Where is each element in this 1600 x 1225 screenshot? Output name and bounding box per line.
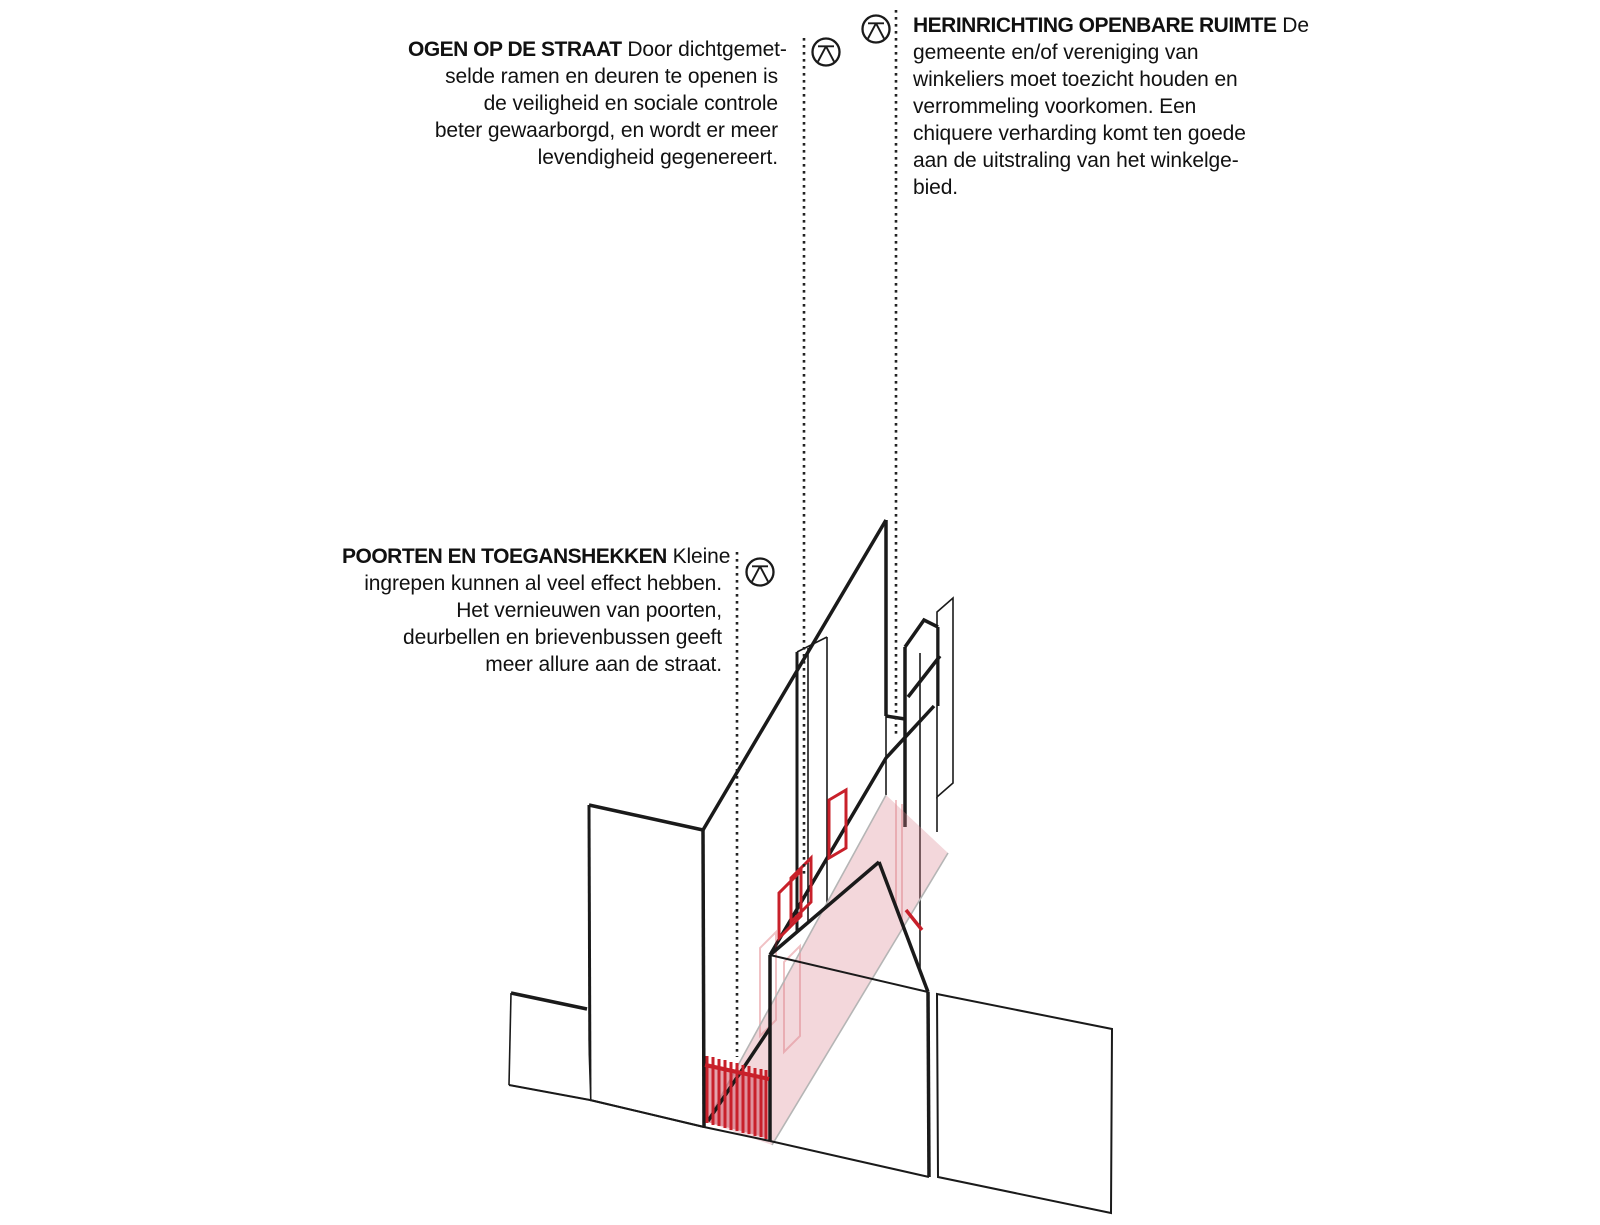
annotation-herinrichting-openbare-ruimte xyxy=(913,12,1309,201)
annotation-line: levendigheid gegenereert. xyxy=(537,146,778,169)
annotation-line: OGEN OP DE STRAAT Door dichtgemet- xyxy=(408,38,787,61)
annotation-line: deurbellen en brievenbussen geeft xyxy=(403,626,722,649)
annotation-line: POORTEN EN TOEGANSHEKKEN Kleine xyxy=(342,545,731,568)
annotation-line: verrommeling voorkomen. Een xyxy=(913,95,1197,118)
marker-icon-ogen xyxy=(813,39,840,66)
annotation-line: ingrepen kunnen al veel effect hebben. xyxy=(364,572,722,595)
annotation-poorten-en-toeganshekken xyxy=(342,543,731,678)
annotation-line: aan de uitstraling van het winkelge- xyxy=(913,149,1239,172)
annotation-line: bied. xyxy=(913,176,959,199)
annotation-line: winkeliers moet toezicht houden en xyxy=(913,68,1238,91)
marker-icon-poorten xyxy=(747,559,774,586)
annotation-line: gemeente en/of vereniging van xyxy=(913,41,1199,64)
marker-icon-herinrichting xyxy=(863,16,890,43)
annotation-line: selde ramen en deuren te openen is xyxy=(445,65,778,88)
annotation-line: de veiligheid en sociale controle xyxy=(483,92,778,115)
annotation-line: beter gewaarborgd, en wordt er meer xyxy=(434,119,778,142)
annotation-line: HERINRICHTING OPENBARE RUIMTE De xyxy=(913,14,1309,37)
annotation-line: Het vernieuwen van poorten, xyxy=(456,599,722,622)
mid-facade-wall xyxy=(589,805,704,1127)
right-ground-plane xyxy=(937,994,1112,1213)
annotation-line: meer allure aan de straat. xyxy=(485,653,722,676)
annotation-line: chiquere verharding komt ten goede xyxy=(913,122,1246,145)
low-wall xyxy=(509,993,590,1100)
annotation-ogen-op-de-straat xyxy=(408,36,787,171)
